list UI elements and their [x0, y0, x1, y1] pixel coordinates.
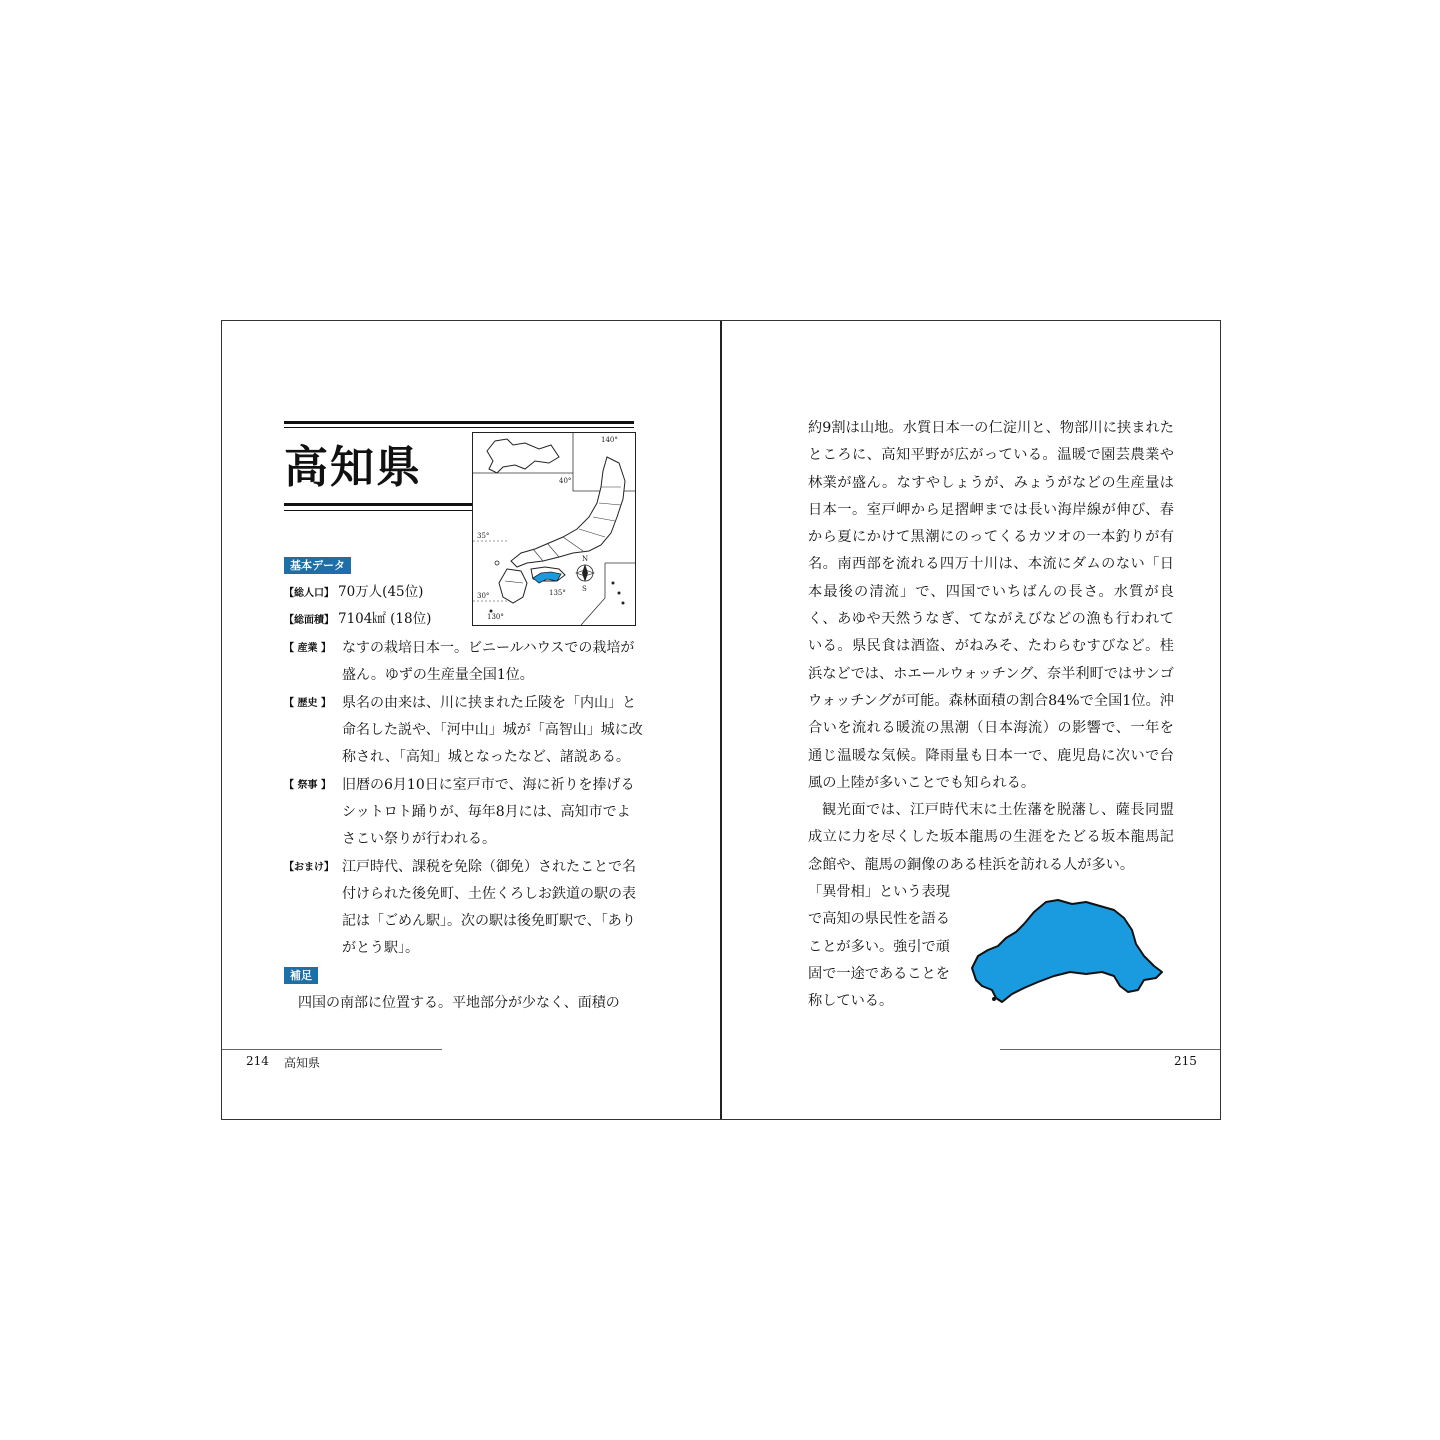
- item-history: [284, 690, 644, 771]
- right-page: [722, 321, 1220, 1119]
- map-label: 40°: [559, 477, 572, 485]
- paragraph: 「異骨相」という表現で高知の県民性を語ることが多い。強引で頑固で一途であることを称している。: [808, 884, 950, 1010]
- data-area: [284, 606, 431, 634]
- item-label: 【おまけ】: [284, 862, 334, 873]
- data-value: 7104㎢ (18位): [338, 611, 432, 627]
- item-label: 【 祭事 】: [284, 780, 331, 791]
- item-text: なすの栽培日本一。ビニールハウスでの栽培が盛ん。ゆずの生産量全国1位。: [342, 640, 635, 683]
- title-rule: [284, 510, 472, 511]
- item-text: 県名の由来は、川に挟まれた丘陵を「内山」と命名した説や、「河中山」城が「高智山」城に改称され、「高知」城となったなど、諸説ある。: [342, 695, 643, 765]
- paragraph: 約9割は山地。水質日本一の仁淀川と、物部川に挟まれたところに、高知平野が広がっている。温暖で園芸農業や林業が盛ん。なすやしょうが、みょうがなどの生産量は日本一。室戸岬から足摺岬までは長い海岸線が伸び、春から夏にかけて黒潮にのってくるカツオの一本釣りが有名。南西部を流れる四万十川は、本流にダムのない「日本最後の清流」で、四国でいちばんの長さ。水質が良く、あゆや天然うなぎ、てながえびなどの漁も行われている。県民食は酒盗、がねみそ、たわらむすびなど。桂浜などでは、ホエールウォッチング、奈半利町ではサンゴウォッチングが可能。森林面積の割合84%で全国1位。沖合いを流れる暖流の黒潮（日本海流）の影響で、一年を通じ温暖な気候。降雨量も日本一で、鹿児島に次いで台風の上陸が多いことでも知られる。: [808, 420, 1174, 791]
- footer-rule: [1000, 1049, 1220, 1050]
- item-text: 旧暦の6月10日に室戸市で、海に祈りを捧げるシットロト踊りが、毎年8月には、高知市でよさこい祭りが行われる。: [342, 777, 635, 847]
- map-label: 30°: [477, 592, 490, 600]
- supplement-label: 補足: [284, 967, 318, 984]
- running-head: 高知県: [284, 1056, 321, 1070]
- japan-locator-map: [472, 432, 636, 626]
- item-industry: [284, 635, 644, 689]
- page-number: 214: [246, 1054, 269, 1068]
- paragraph: 観光面では、江戸時代末に土佐藩を脱藩し、薩長同盟成立に力を尽くした坂本龍馬の生涯をたどる坂本龍馬記念館や、龍馬の銅像のある桂浜を訪れる人が多い。: [808, 802, 1174, 873]
- title-rule: [284, 421, 634, 424]
- compass-south-label: S: [582, 585, 587, 593]
- kochi-prefecture-shape: [968, 896, 1168, 1006]
- data-value: 70万人(45位): [338, 584, 424, 600]
- map-label: 135°: [549, 589, 566, 597]
- item-label: 【 歴史 】: [284, 698, 331, 709]
- basic-data-label: 基本データ: [284, 557, 351, 574]
- left-page: [222, 321, 720, 1119]
- data-population: [284, 579, 423, 607]
- page-number: 215: [1174, 1054, 1197, 1068]
- item-extra: [284, 854, 644, 962]
- main-text: [808, 415, 1174, 879]
- title-rule: [284, 427, 634, 428]
- page-title: 高知県: [284, 442, 422, 493]
- item-label: 【 産業 】: [284, 643, 331, 654]
- footer-rule: [222, 1049, 442, 1050]
- item-festival: [284, 772, 644, 853]
- map-label: 140°: [601, 436, 618, 444]
- book-spread: [221, 320, 1221, 1120]
- map-label: 130°: [487, 613, 504, 621]
- supplement-text: 四国の南部に位置する。平地部分が少なく、面積の: [298, 995, 620, 1011]
- map-label: 35°: [477, 532, 490, 540]
- item-text: 江戸時代、課税を免除（御免）されたことで名付けられた後免町、土佐くろしお鉄道の駅の表記は「ごめん駅」。次の駅は後免町駅で、「ありがとう駅」。: [342, 859, 636, 956]
- title-rule: [284, 503, 472, 506]
- data-label: 【総人口】: [284, 588, 334, 599]
- compass-north-label: N: [582, 555, 589, 563]
- data-label: 【総面積】: [284, 615, 334, 626]
